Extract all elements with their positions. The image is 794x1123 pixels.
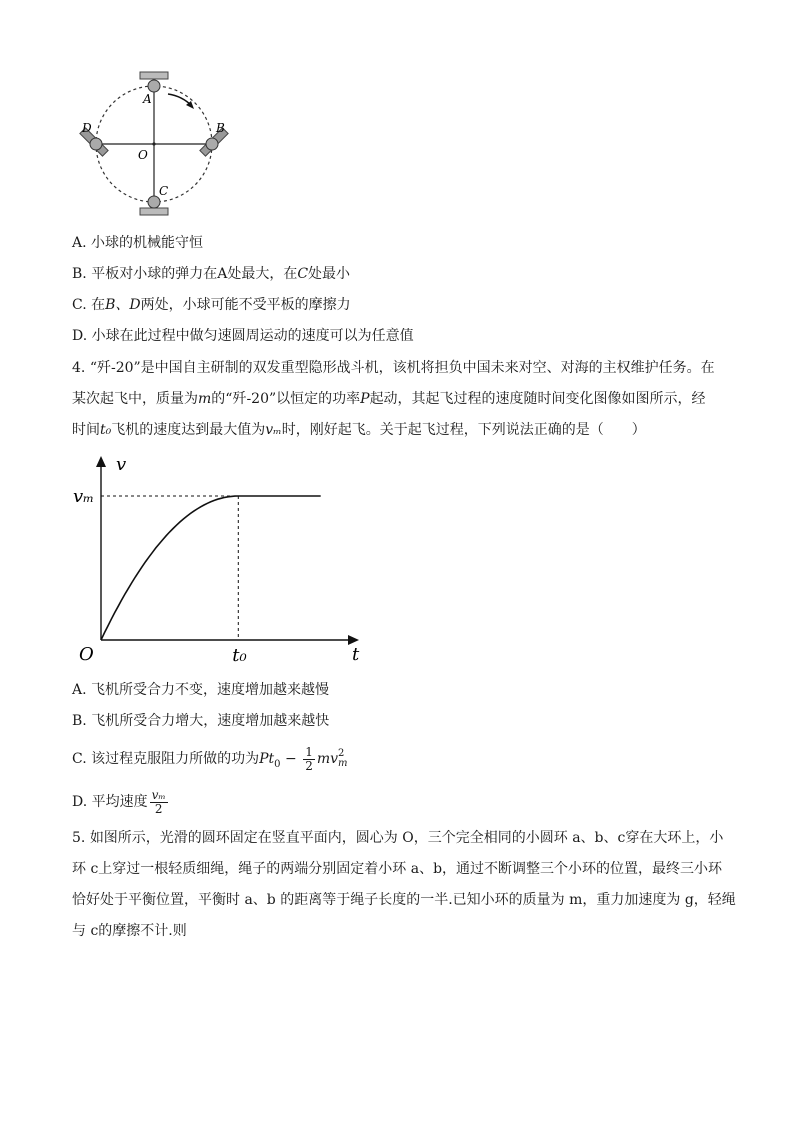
q3-option-a: A. 小球的机械能守恒 <box>72 235 204 251</box>
fraction-one-half: $\frac{1}{2}$ <box>305 744 313 773</box>
label-d: D <box>82 121 92 135</box>
q4-stem-line3: 时间t₀飞机的速度达到最大值为vₘ时，刚好起飞。关于起飞过程，下列说法正确的是（ ） <box>72 422 646 438</box>
ball-a <box>148 80 160 92</box>
q4-option-b: B. 飞机所受合力增大，速度增加越来越快 <box>72 713 330 729</box>
q5-stem-line2: 环 c上穿过一根轻质细绳，绳子的两端分别固定着小环 a、b，通过不断调整三个小环的位置，最终三小环 <box>72 861 723 877</box>
center-point <box>152 142 155 145</box>
q3-option-b: B. 平板对小球的弹力在A处最大，在C处最小 <box>72 266 351 282</box>
ball-b <box>206 138 218 150</box>
y-axis-arrow <box>96 456 106 467</box>
vm-tick-label: vₘ <box>73 486 95 507</box>
label-a: A <box>143 92 152 106</box>
q3-option-d: D. 小球在此过程中做匀速圆周运动的速度可以为任意值 <box>72 328 414 344</box>
q4-stem-line2: 某次起飞中，质量为m的“歼-20”以恒定的功率P起动，其起飞过程的速度随时间变化图像如图所示，经 <box>72 391 706 407</box>
ball-d <box>90 138 102 150</box>
q4-option-c: C. 该过程克服阻力所做的功为$Pt_0$ − $\frac{1}{2}$ mv 2 m <box>72 744 348 773</box>
q4-option-d: D. 平均速度 $\frac{\text{vₘ}}{2}$ <box>72 787 166 816</box>
q5-stem-line3: 恰好处于平衡位置，平衡时 a、b 的距离等于绳子长度的一半.已知小环的质量为 m，重力加速度为 g，轻绳 <box>72 892 736 908</box>
q5-stem-line4: 与 c的摩擦不计.则 <box>72 923 187 939</box>
q3-option-c: C. 在B、D两处，小球可能不受平板的摩擦力 <box>72 297 351 313</box>
circular-motion-figure <box>70 66 240 222</box>
t0-tick-label: t₀ <box>232 645 247 666</box>
label-b: B <box>216 121 225 135</box>
q5-stem-line1: 5. 如图所示，光滑的圆环固定在竖直平面内，圆心为 O，三个完全相同的小圆环 a、b、c穿在大环上，小 <box>72 830 724 846</box>
velocity-time-chart <box>70 450 370 670</box>
q4-option-a: A. 飞机所受合力不变，速度增加越来越慢 <box>72 682 330 698</box>
q4-stem-line1: 4. “歼-20”是中国自主研制的双发重型隐形战斗机，该机将担负中国未来对空、对海的主权维护任务。在 <box>72 360 715 376</box>
x-axis-label: t <box>352 644 360 665</box>
plate-c <box>140 208 168 215</box>
label-o: O <box>138 148 148 162</box>
fraction-vm-over-2: $\frac{\text{vₘ}}{2}$ <box>151 787 166 816</box>
velocity-curve <box>101 496 321 640</box>
label-c: C <box>159 184 169 198</box>
origin-label: O <box>79 644 94 665</box>
y-axis-label: v <box>116 454 127 475</box>
plate-a <box>140 72 168 79</box>
